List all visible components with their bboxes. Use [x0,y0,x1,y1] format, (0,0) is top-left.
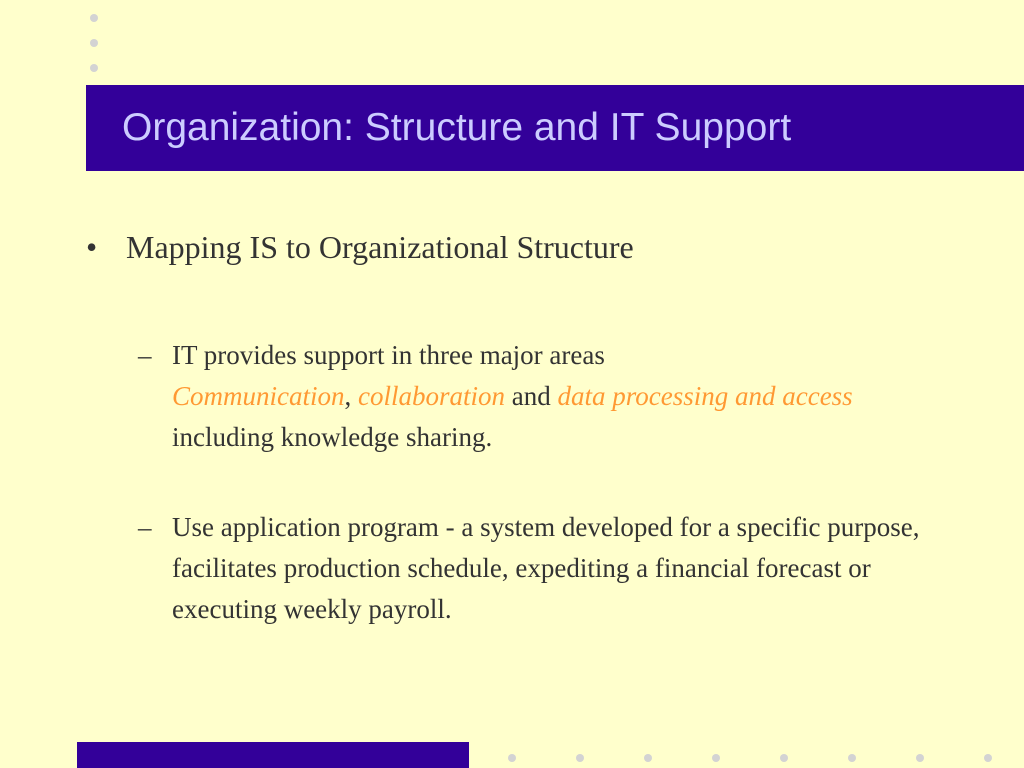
title-bar [86,85,1024,171]
decorative-dot [984,754,992,762]
bullet-marker: • [86,229,98,265]
emphasis-collaboration: collaboration [358,381,505,411]
emphasis-data-processing: data processing and access [557,381,853,411]
sub-bullet-line: IT provides support in three major areas [172,340,605,370]
decorative-dot [712,754,720,762]
sub-bullet-it-support [138,335,938,458]
sub-bullet-marker: – [138,340,152,370]
decorative-dot [780,754,788,762]
sub-bullet-tail: including knowledge sharing. [172,422,493,452]
sub-bullet-text: Use application program - a system developed for a specific purpose, facilitates production schedule, expediting a financial forecast or executing weekly payroll. [172,512,920,624]
sub-bullet-application-program [138,507,938,630]
emphasis-communication: Communication [172,381,345,411]
decorative-dot [90,14,98,22]
decorative-dot [848,754,856,762]
decorative-dot [576,754,584,762]
decorative-dot [644,754,652,762]
decorative-dot [508,754,516,762]
separator-and: and [511,381,551,411]
main-bullet [86,228,634,266]
sub-bullet-body [172,335,938,458]
separator-comma: , [344,381,352,411]
sub-bullet-marker: – [138,512,152,542]
decorative-dot [90,39,98,47]
main-bullet-text: Mapping IS to Organizational Structure [126,229,634,265]
decorative-dot [90,64,98,72]
decorative-dot [916,754,924,762]
footer-bar [77,742,469,768]
slide-title: Organization: Structure and IT Support [122,106,792,149]
